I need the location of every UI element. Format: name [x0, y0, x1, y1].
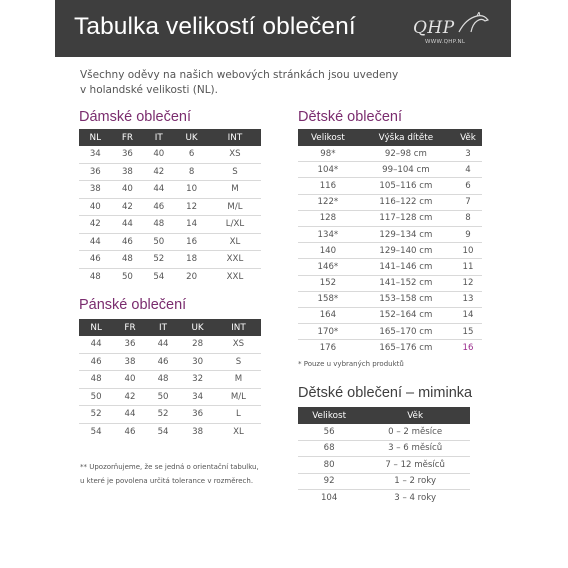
table-cell: 38 [112, 163, 144, 181]
table-cell: XXL [226, 271, 244, 282]
table-cell: 105–116 cm [358, 178, 454, 194]
table-cell: M/L [216, 388, 261, 406]
table-row [79, 198, 261, 216]
table-cell: 80 [298, 457, 360, 474]
table-cell: 13 [454, 291, 482, 307]
table-cell: M [209, 181, 261, 199]
table-cell: 99–104 cm [358, 162, 454, 178]
table-row [79, 216, 261, 234]
table-cell: 11 [454, 259, 482, 275]
table-cell: 50 [147, 388, 180, 406]
table-cell: 152 [298, 275, 358, 291]
table-cell: 38 [79, 181, 112, 199]
table-row [298, 457, 470, 474]
column-header: Věk [360, 407, 470, 424]
table-cell: XXL [209, 251, 261, 269]
table-cell: 10 [454, 243, 482, 259]
table-cell: 38 [192, 426, 204, 437]
table-cell: 6 [174, 146, 209, 163]
women-section-title: Dámské oblečení [79, 109, 192, 125]
footnote-line: ** Upozorňujeme, že se jedná o orientační tabulku, [80, 463, 259, 471]
table-cell: 8 [174, 163, 209, 181]
table-cell: 141–152 cm [358, 275, 454, 291]
table-row [79, 353, 261, 371]
page-header [55, 0, 511, 57]
table-cell: M [216, 371, 261, 389]
table-cell: 165–170 cm [358, 324, 454, 340]
table-cell: 34 [79, 146, 112, 163]
table-row [298, 210, 482, 226]
table-cell: 38 [113, 353, 146, 371]
table-cell: 50 [143, 233, 174, 251]
table-header-row [298, 129, 482, 146]
table-row [298, 340, 482, 356]
table-cell: 14 [174, 216, 209, 234]
table-row [298, 194, 482, 210]
table-row [79, 371, 261, 389]
brand-logo [411, 12, 493, 48]
table-cell: 165–176 cm [379, 342, 433, 353]
table-cell: 46 [79, 353, 113, 371]
table-cell: 46 [147, 353, 180, 371]
table-cell: 6 [454, 178, 482, 194]
table-cell: 0 – 2 měsíce [360, 424, 470, 440]
table-cell: 42 [79, 216, 112, 234]
table-cell: 56 [298, 424, 360, 440]
table-cell: XL [209, 233, 261, 251]
column-header: UK [174, 129, 209, 146]
men-section-title: Pánské oblečení [79, 297, 187, 313]
logo-url: WWW.QHP.NL [425, 39, 466, 45]
column-header: IT [143, 129, 174, 146]
table-cell: 34 [179, 388, 215, 406]
baby-section-title: Dětské oblečení – miminka [298, 385, 473, 401]
table-header-row [79, 129, 261, 146]
page-title: Tabulka velikostí oblečení [74, 13, 356, 40]
table-cell: 12 [174, 198, 209, 216]
table-row [298, 440, 470, 457]
table-cell: 42 [143, 163, 174, 181]
table-cell: 52 [79, 406, 113, 424]
table-cell: 158* [298, 291, 358, 307]
table-row [298, 178, 482, 194]
table-cell: 44 [112, 216, 144, 234]
table-cell: 36 [113, 336, 146, 353]
table-cell: 48 [143, 216, 174, 234]
table-cell: XL [233, 426, 244, 437]
table-cell: 7 [454, 194, 482, 210]
table-cell: 32 [179, 371, 215, 389]
table-cell: 46 [143, 198, 174, 216]
table-cell: 52 [147, 406, 180, 424]
table-cell: 98* [298, 146, 358, 162]
table-cell: 18 [174, 251, 209, 269]
table-cell: 14 [454, 307, 482, 323]
table-cell: 48 [89, 271, 101, 282]
table-cell: 36 [79, 163, 112, 181]
table-cell: 46 [112, 233, 144, 251]
table-cell: 50 [79, 388, 113, 406]
table-cell: 92 [298, 473, 360, 490]
table-cell: XS [216, 336, 261, 353]
table-row [298, 490, 470, 506]
table-cell: 68 [298, 440, 360, 457]
table-cell: 46 [124, 426, 136, 437]
table-cell: 42 [113, 388, 146, 406]
table-cell: 92–98 cm [358, 146, 454, 162]
table-row [298, 473, 470, 490]
baby-size-table [298, 407, 470, 506]
table-row [298, 259, 482, 275]
column-header: NL [79, 129, 112, 146]
table-cell: 141–146 cm [358, 259, 454, 275]
table-row [79, 423, 261, 440]
table-cell: M/L [209, 198, 261, 216]
column-header: IT [147, 319, 180, 336]
table-cell: 170* [298, 324, 358, 340]
table-header-row [79, 319, 261, 336]
table-cell: 20 [186, 271, 198, 282]
table-cell: L [216, 406, 261, 424]
table-cell: 104* [298, 162, 358, 178]
table-cell: XS [209, 146, 261, 163]
logo-text: QHP [413, 18, 455, 38]
table-cell: 42 [112, 198, 144, 216]
column-header: FR [113, 319, 146, 336]
table-row [79, 163, 261, 181]
kids-section-title: Dětské oblečení [298, 109, 402, 125]
table-row [298, 162, 482, 178]
table-cell: 176 [319, 342, 337, 353]
kids-note: * Pouze u vybraných produktů [298, 360, 404, 368]
table-cell: 50 [121, 271, 133, 282]
table-row [79, 388, 261, 406]
table-cell: 116–122 cm [358, 194, 454, 210]
table-row [298, 146, 482, 162]
table-header-row [298, 407, 470, 424]
intro-line: v holandské velikosti (NL). [80, 84, 218, 96]
table-cell: S [209, 163, 261, 181]
table-cell: 44 [79, 233, 112, 251]
table-cell: 122* [298, 194, 358, 210]
table-cell: 40 [143, 146, 174, 163]
table-row [298, 307, 482, 323]
table-cell: 28 [179, 336, 215, 353]
column-header: Věk [454, 129, 482, 146]
table-cell: 10 [174, 181, 209, 199]
table-cell: 134* [298, 226, 358, 242]
table-cell: 3 [454, 146, 482, 162]
table-cell: 48 [79, 371, 113, 389]
table-row [79, 181, 261, 199]
column-header: Velikost [298, 407, 360, 424]
footnote-line: u které je povolena určitá tolerance v rozměrech. [80, 477, 254, 485]
table-cell: 48 [112, 251, 144, 269]
table-cell: 15 [454, 324, 482, 340]
table-cell: 3 – 4 roky [394, 492, 437, 503]
table-cell: 8 [454, 210, 482, 226]
table-cell: 164 [298, 307, 358, 323]
table-row [298, 243, 482, 259]
table-row [298, 424, 470, 440]
column-header: INT [209, 129, 261, 146]
kids-size-table [298, 129, 482, 355]
table-row [79, 233, 261, 251]
table-cell: 117–128 cm [358, 210, 454, 226]
table-cell: 16 [462, 342, 474, 353]
table-cell: 9 [454, 226, 482, 242]
table-cell: 36 [112, 146, 144, 163]
table-row [79, 336, 261, 353]
table-cell: 52 [143, 251, 174, 269]
table-cell: 7 – 12 měsíců [360, 457, 470, 474]
table-cell: 46 [79, 251, 112, 269]
table-cell: 54 [90, 426, 102, 437]
column-header: Velikost [298, 129, 358, 146]
footnote [80, 460, 259, 488]
women-size-table [79, 129, 261, 285]
intro-line: Všechny oděvy na našich webových stránkách jsou uvedeny [80, 69, 399, 81]
column-header: Výška dítěte [358, 129, 454, 146]
table-cell: 12 [454, 275, 482, 291]
table-cell: 30 [179, 353, 215, 371]
table-cell: 152–164 cm [358, 307, 454, 323]
table-cell: 104 [320, 492, 338, 503]
table-cell: 44 [143, 181, 174, 199]
table-cell: 44 [147, 336, 180, 353]
table-cell: 153–158 cm [358, 291, 454, 307]
table-row [298, 226, 482, 242]
table-cell: 4 [454, 162, 482, 178]
table-cell: 48 [147, 371, 180, 389]
table-cell: 44 [113, 406, 146, 424]
intro-text [80, 68, 399, 98]
table-cell: 146* [298, 259, 358, 275]
table-cell: 129–140 cm [358, 243, 454, 259]
table-cell: 40 [113, 371, 146, 389]
table-row [298, 275, 482, 291]
table-cell: S [216, 353, 261, 371]
table-cell: 129–134 cm [358, 226, 454, 242]
table-row [298, 291, 482, 307]
table-row [79, 406, 261, 424]
table-cell: 1 – 2 roky [360, 473, 470, 490]
table-cell: 3 – 6 měsíců [360, 440, 470, 457]
men-size-table [79, 319, 261, 440]
table-cell: 128 [298, 210, 358, 226]
table-cell: L/XL [209, 216, 261, 234]
table-cell: 36 [179, 406, 215, 424]
table-cell: 116 [298, 178, 358, 194]
table-cell: 54 [157, 426, 169, 437]
table-row [298, 324, 482, 340]
column-header: INT [216, 319, 261, 336]
table-cell: 16 [174, 233, 209, 251]
table-cell: 40 [79, 198, 112, 216]
column-header: FR [112, 129, 144, 146]
table-cell: 140 [298, 243, 358, 259]
column-header: NL [79, 319, 113, 336]
table-row [79, 146, 261, 163]
table-row [79, 268, 261, 285]
table-row [79, 251, 261, 269]
horse-head-icon [455, 12, 491, 36]
table-cell: 54 [153, 271, 165, 282]
table-cell: 40 [112, 181, 144, 199]
column-header: UK [179, 319, 215, 336]
table-cell: 44 [79, 336, 113, 353]
